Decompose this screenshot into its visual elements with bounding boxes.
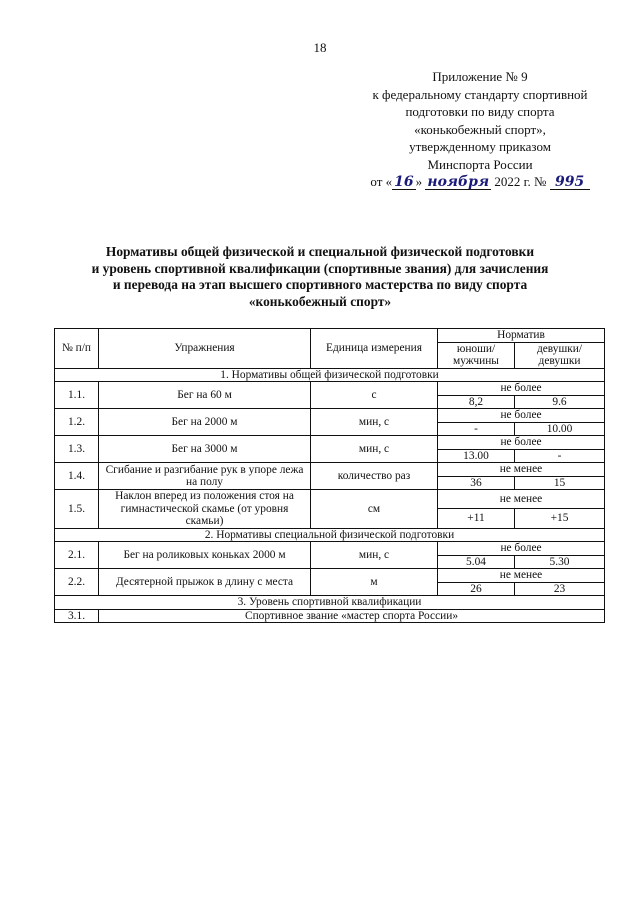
- page-number: 18: [313, 40, 327, 55]
- row-female-value: 10.00: [515, 422, 605, 436]
- header-norm: Норматив: [438, 329, 605, 343]
- row-female-value: 5.30: [515, 555, 605, 569]
- row-condition: не более: [438, 382, 605, 396]
- section-heading: 2. Нормативы специальной физической подготовки: [55, 528, 605, 542]
- handwritten-order-number: 995: [550, 175, 590, 190]
- row-unit: м: [311, 569, 438, 596]
- row-exercise: Бег на 60 м: [99, 382, 311, 409]
- row-male-value: -: [438, 422, 515, 436]
- row-condition: не более: [438, 409, 605, 423]
- row-exercise: Бег на 2000 м: [99, 409, 311, 436]
- row-female-value: -: [515, 449, 605, 463]
- row-exercise: Сгибание и разгибание рук в упоре лежа на полу: [99, 463, 311, 490]
- title-line: Нормативы общей физической и специальной физической подготовки: [105, 244, 535, 259]
- section-heading: 3. Уровень спортивной квалификации: [55, 596, 605, 610]
- appendix-line: подготовки по виду спорта: [405, 104, 555, 119]
- order-year: 2022 г. №: [494, 174, 547, 189]
- row-condition: не менее: [438, 569, 605, 583]
- row-male-value: +11: [438, 509, 515, 528]
- row-num: 2.1.: [55, 542, 99, 569]
- row-female-value: +15: [515, 509, 605, 528]
- row-exercise: Бег на 3000 м: [99, 436, 311, 463]
- header-female: девушки/ девушки: [515, 342, 605, 368]
- row-condition: не более: [438, 542, 605, 556]
- section-heading: 1. Нормативы общей физической подготовки: [55, 368, 605, 382]
- order-line: [330, 173, 630, 191]
- document-title: [40, 244, 600, 310]
- handwritten-month: ноября: [427, 174, 490, 190]
- row-num: 1.5.: [55, 490, 99, 529]
- appendix-line: «конькобежный спорт»,: [414, 121, 546, 137]
- appendix-line: утвержденному приказом: [409, 139, 551, 154]
- header-exercise: Упражнения: [99, 329, 311, 369]
- appendix-line: к федеральному стандарту спортивной: [372, 86, 588, 102]
- header-num: № п/п: [55, 329, 99, 369]
- row-unit: мин, с: [311, 436, 438, 463]
- row-condition: не менее: [438, 463, 605, 477]
- row-unit: мин, с: [311, 409, 438, 436]
- row-unit: мин, с: [311, 542, 438, 569]
- order-prefix: от «: [370, 174, 393, 189]
- row-condition: не более: [438, 436, 605, 450]
- row-female-value: 15: [515, 476, 605, 490]
- title-line: «конькобежный спорт»: [248, 293, 392, 309]
- row-unit: с: [311, 382, 438, 409]
- row-unit: см: [311, 490, 438, 529]
- row-exercise: Наклон вперед из положения стоя на гимнастической скамье (от уровня скамьи): [99, 490, 311, 529]
- appendix-block: [330, 68, 630, 191]
- row-male-value: 26: [438, 582, 515, 596]
- row-male-value: 5.04: [438, 555, 515, 569]
- row-exercise: Десятерной прыжок в длину с места: [99, 569, 311, 596]
- norms-table: [54, 328, 605, 623]
- row-unit: количество раз: [311, 463, 438, 490]
- order-mid: »: [415, 174, 423, 189]
- row-num: 1.2.: [55, 409, 99, 436]
- handwritten-day: 16: [394, 174, 414, 190]
- header-unit: Единица измерения: [311, 329, 438, 369]
- row-num: 1.3.: [55, 436, 99, 463]
- title-line: и перевода на этап высшего спортивного мастерства по виду спорта: [112, 277, 528, 292]
- row-male-value: 8,2: [438, 395, 515, 409]
- row-num: 1.4.: [55, 463, 99, 490]
- appendix-line: Приложение № 9: [432, 69, 528, 84]
- header-male: юноши/ мужчины: [438, 342, 515, 368]
- row-num: 3.1.: [55, 609, 99, 623]
- title-line: и уровень спортивной квалификации (спортивные звания) для зачисления: [91, 260, 549, 276]
- row-male-value: 13.00: [438, 449, 515, 463]
- row-exercise: Бег на роликовых коньках 2000 м: [99, 542, 311, 569]
- row-num: 2.2.: [55, 569, 99, 596]
- appendix-line: Минспорта России: [427, 156, 533, 172]
- row-condition: не менее: [438, 490, 605, 509]
- row-female-value: 23: [515, 582, 605, 596]
- qualification-text: Спортивное звание «мастер спорта России»: [99, 609, 605, 623]
- row-female-value: 9.6: [515, 395, 605, 409]
- row-num: 1.1.: [55, 382, 99, 409]
- row-male-value: 36: [438, 476, 515, 490]
